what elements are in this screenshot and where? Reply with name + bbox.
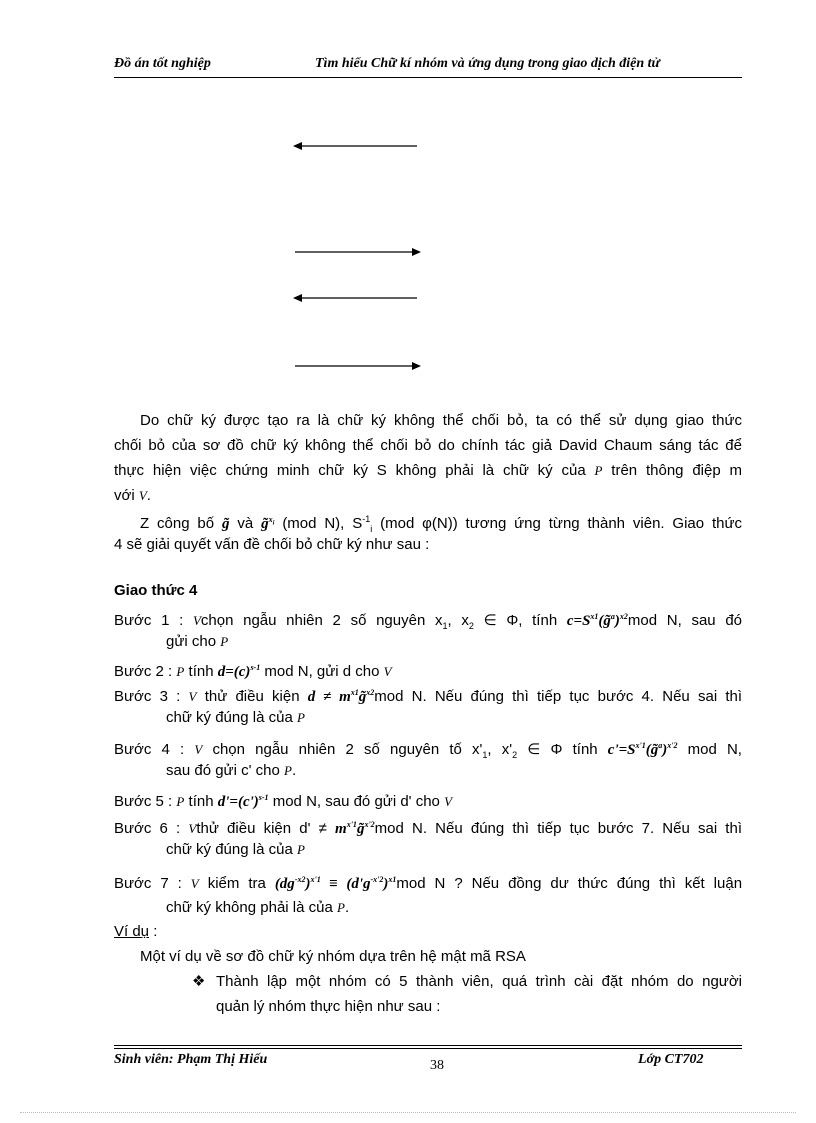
- para1-line1: Do chữ ký được tạo ra là chữ ký không thể chối bỏ, ta có thể sử dụng giao thức: [140, 412, 742, 429]
- step4-line2: sau đó gửi c' cho P.: [166, 762, 297, 779]
- step5-line1: Bước 5 : P tính $d'=(c')^{s-1}$ mod N, sau đó gửi d' cho V: [114, 793, 453, 810]
- para2-line2: 4 sẽ giải quyết vấn đề chối bỏ chữ ký như sau :: [114, 536, 430, 553]
- header-left: Đồ án tốt nghiệp: [114, 56, 211, 71]
- step7-line2: chữ ký không phải là của P.: [166, 899, 350, 916]
- prover-symbol: P: [594, 463, 603, 478]
- para2-line1: Z công bố g̃ và g̃$^{x_i}$ (mod N), $S^{-1}_i$ (mod φ(N)) tương ứng từng thành viên. Giao thức: [140, 514, 743, 534]
- page-number: 38: [430, 1058, 444, 1073]
- footer-class: Lớp CT702: [638, 1052, 704, 1067]
- arrow-left-icon: [293, 292, 421, 304]
- header-rule: [114, 77, 742, 78]
- protocol-title: Giao thức 4: [114, 582, 198, 599]
- para1-line3: thực hiện việc chứng minh chữ ký S không phải là chữ ký của P trên thông điệp m: [114, 462, 742, 479]
- arrow-right-icon: [293, 246, 421, 258]
- verifier-symbol: V: [138, 488, 147, 503]
- arrow-left-icon: [293, 140, 421, 152]
- step2-line1: Bước 2 : P tính $d=(c)^{s-1}$ mod N, gửi d cho V: [114, 663, 392, 680]
- step3-line1: Bước 3 : V thử điều kiện $d \ne m^{x1}g̃^{x2}mod$ N. Nếu đúng thì tiếp tục bước 4. Nếu sai thì: [114, 688, 743, 705]
- step1-line1: Bước 1 : Vchọn ngẫu nhiên 2 số nguyên $x_1$, $x_2$ ∈ Φ, tính $c=S^{x1}(g̃^a)^{x2}mod$ N, sau đó: [114, 612, 743, 631]
- bullet-icon: ❖: [192, 973, 206, 990]
- step1-line2: gửi cho P: [166, 633, 229, 650]
- header-right: Tìm hiểu Chữ kí nhóm và ứng dụng trong giao dịch điện tử: [315, 56, 660, 71]
- step7-line1: Bước 7 : V kiểm tra $(dg^{-x2})^{x'1} \equiv (d'g^{-x'2})^{x1}mod$ N ? Nếu đồng dư thức đúng thì kết luận: [114, 875, 743, 892]
- step6-line1: Bước 6 : Vthử điều kiện $d' \ne m^{x'1}g̃^{x'2}mod$ N. Nếu đúng thì tiếp tục bước 7. Nếu sai thì: [114, 820, 742, 837]
- footer-student: Sinh viên: Phạm Thị Hiếu: [114, 1052, 268, 1067]
- page-bottom-dotted-line: [20, 1112, 796, 1113]
- arrow-right-icon: [293, 360, 421, 372]
- footer-rule: [114, 1045, 742, 1046]
- example-bullet-line1: Thành lập một nhóm có 5 thành viên, quá trình cài đặt nhóm do người: [216, 973, 742, 990]
- example-line1: Một ví dụ về sơ đồ chữ ký nhóm dựa trên hệ mật mã RSA: [140, 948, 526, 965]
- para1-line4: với V.: [114, 487, 151, 504]
- example-bullet-line2: quản lý nhóm thực hiện như sau :: [216, 998, 441, 1015]
- para1-line2: chối bỏ của sơ đồ chữ ký không thể chối bỏ do chính tác giả David Chaum sáng tác để: [114, 437, 742, 454]
- step6-line2: chữ ký đúng là của P: [166, 841, 305, 858]
- footer-rule-2: [114, 1048, 742, 1049]
- example-title: Ví dụ :: [114, 923, 158, 940]
- step4-line1: Bước 4 : V chọn ngẫu nhiên 2 số nguyên tố $x'_1$, $x'_2$ ∈ Φ tính $c'=S^{x'1}(g̃^a)^{x'2}$ mod N,: [114, 741, 742, 760]
- step3-line2: chữ ký đúng là của P: [166, 709, 305, 726]
